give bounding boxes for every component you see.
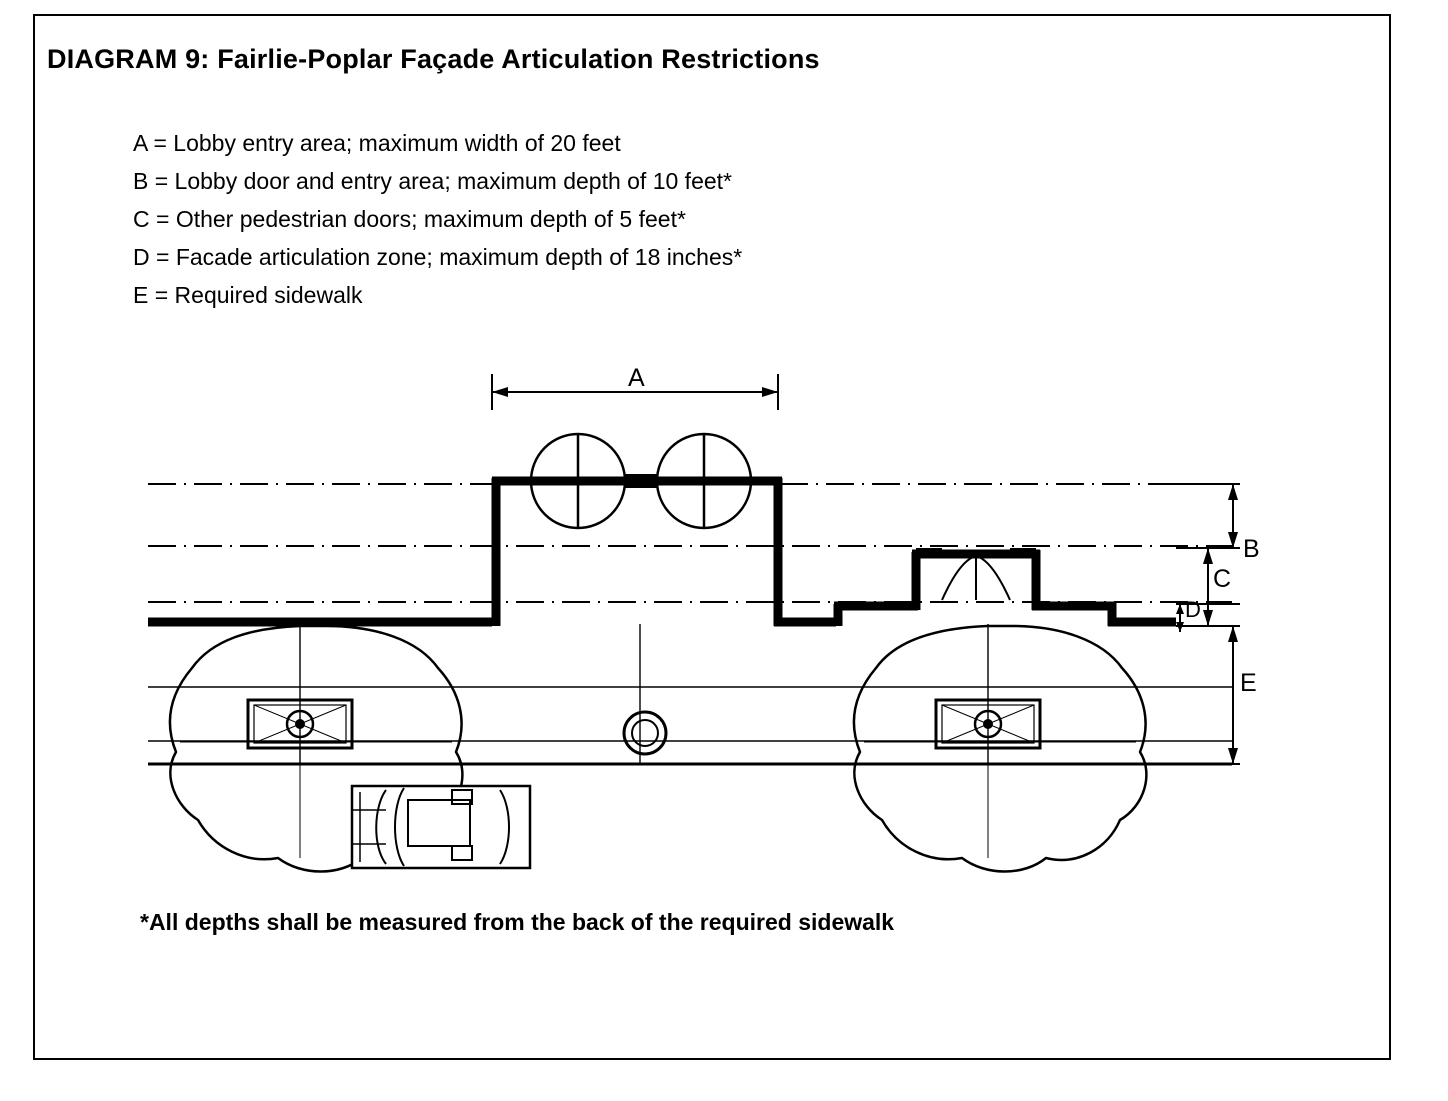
dimension-label-b: B [1243,535,1260,563]
dimension-stack-right [1176,484,1240,764]
pedestrian-door-leaves [916,548,1036,600]
legend-item-d: D = Facade articulation zone; maximum depth of 18 inches* [133,244,743,270]
legend-item-c: C = Other pedestrian doors; maximum depth of 5 feet* [133,206,686,232]
dimension-label-d: D [1185,597,1201,622]
legend-item-e: E = Required sidewalk [133,282,363,308]
dimension-label-c: C [1213,565,1232,593]
dimension-label-e: E [1240,669,1257,697]
street-tree-right [854,626,1146,872]
dimension-label-a: A [628,364,645,392]
page-title: DIAGRAM 9: Fairlie-Poplar Façade Articulation Restrictions [47,44,820,74]
parked-car [352,786,530,868]
manhole-cover [624,712,666,754]
legend-item-b: B = Lobby door and entry area; maximum depth of 10 feet* [133,168,732,194]
legend-item-a: A = Lobby entry area; maximum width of 20 feet [133,130,621,156]
footnote-text: *All depths shall be measured from the back of the required sidewalk [140,909,895,935]
building-reference-lines [148,484,1232,602]
lobby-double-doors [531,434,751,528]
